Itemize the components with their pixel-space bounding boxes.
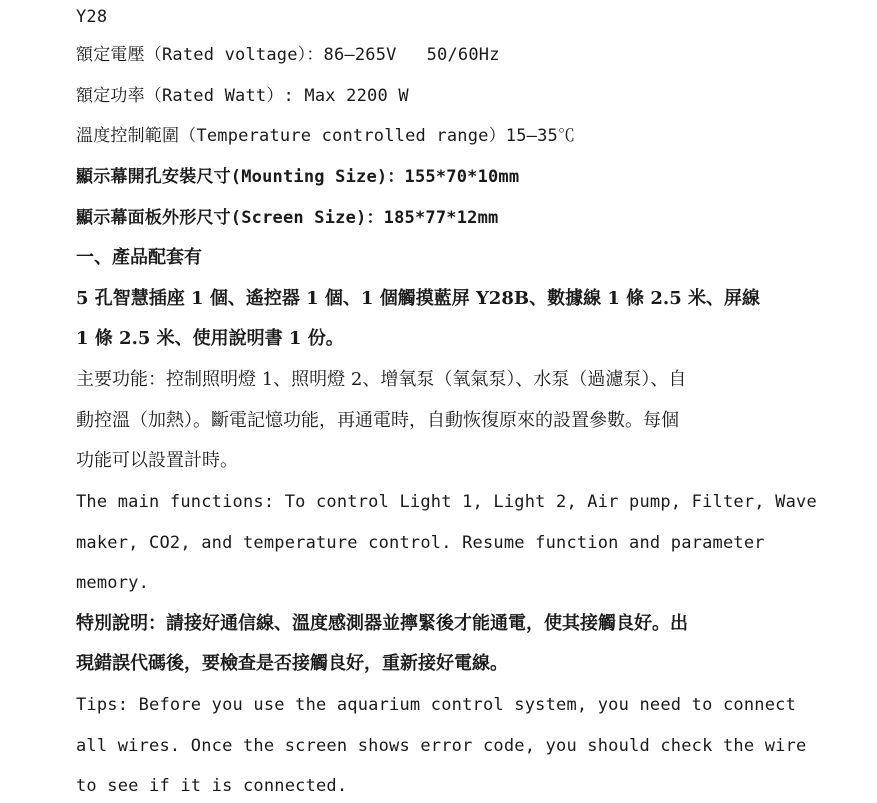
special-note-cn-line-1: 特別說明：請接好通信線、溫度感測器並擰緊後才能通電，使其接觸良好。出 <box>76 613 688 634</box>
tips-en-line-2: all wires. Once the screen shows error code, you should check the wire <box>76 736 807 756</box>
main-functions-cn-line-1: 主要功能：控制照明燈 1、照明燈 2、增氧泵（氧氣泵）、水泵（過濾泵）、自 <box>76 369 687 390</box>
main-functions-cn-line-2: 動控溫（加熱）。斷電記憶功能，再通電時，自動恢復原來的設置參數。每個 <box>76 410 679 431</box>
main-functions-cn-line-3: 功能可以設置計時。 <box>76 450 238 471</box>
tips-en-line-3: to see if it is connected. <box>76 776 348 796</box>
special-note-cn-line-2: 現錯誤代碼後，要檢查是否接觸良好，重新接好電線。 <box>76 653 508 674</box>
main-functions-en-line-1: The main functions: To control Light 1, Light 2, Air pump, Filter, Wave <box>76 492 817 512</box>
screen-size-line: 顯示幕面板外形尺寸(Screen Size)：185*77*12mm <box>76 208 499 228</box>
main-functions-en-line-3: memory. <box>76 573 150 593</box>
temperature-range-line: 溫度控制範圍（Temperature controlled range）15—35℃ <box>76 126 576 146</box>
main-functions-en-line-2: maker, CO2, and temperature control. Resume function and parameter <box>76 533 765 553</box>
rated-voltage-line <box>76 44 500 66</box>
package-contents-line-2: 1 條 2.5 米、使用說明書 1 份。 <box>76 328 344 349</box>
frequency-text: 50/60Hz <box>426 45 500 65</box>
rated-watt-line: 額定功率（Rated Watt）: Max 2200 W <box>76 86 409 106</box>
package-heading: 一、產品配套有 <box>76 247 202 268</box>
rated-voltage-text: 額定電壓（Rated voltage）：86—265V <box>76 45 397 65</box>
model-number: Y28 <box>76 7 108 27</box>
mounting-size-line: 顯示幕開孔安裝尺寸(Mounting Size)：155*70*10mm <box>76 167 520 187</box>
package-contents-line-1: 5 孔智慧插座 1 個、遙控器 1 個、1 個觸摸藍屏 Y28B、數據線 1 條 2.5 米、屏線 <box>76 288 760 309</box>
tips-en-line-1: Tips: Before you use the aquarium control system, you need to connect <box>76 695 797 715</box>
